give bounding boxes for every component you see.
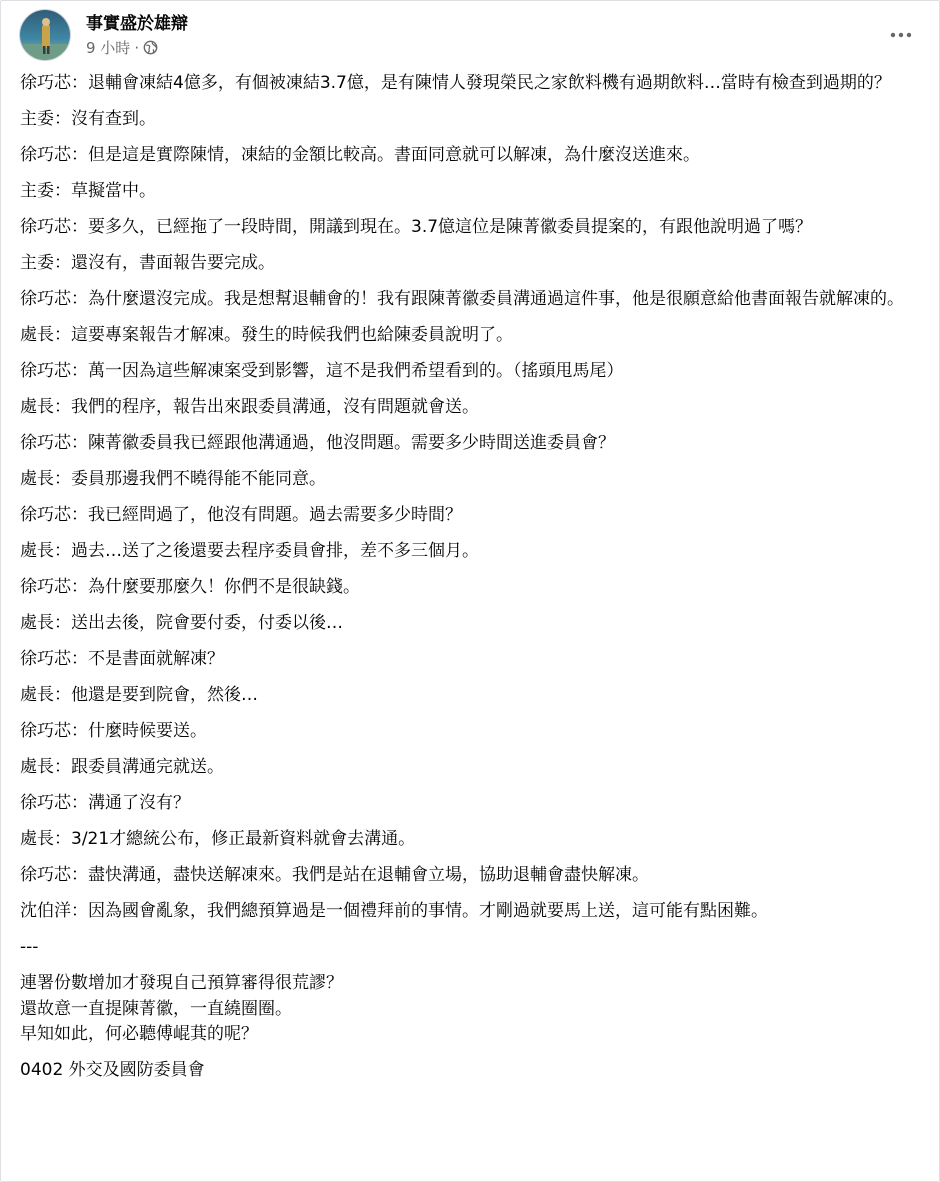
- dialogue-line: 徐巧芯：陳菁徽委員我已經跟他溝通過，他沒問題。需要多少時間送進委員會？: [20, 433, 615, 453]
- dialogue-line: 處長：委員那邊我們不曉得能不能同意。: [20, 469, 326, 489]
- post-time[interactable]: 9 小時: [86, 39, 131, 57]
- dialogue-line: 處長：跟委員溝通完就送。: [20, 757, 224, 777]
- dialogue-line: 徐巧芯：退輔會凍結4億多，有個被凍結3.7億，是有陳情人發現榮民之家飲料機有過期飲料…當時有檢查到過期的？: [20, 73, 891, 93]
- post-meta: [86, 37, 158, 58]
- separator: ---: [20, 937, 39, 957]
- dialogue-line: 處長：他還是要到院會，然後…: [20, 685, 258, 705]
- dialogue: [20, 71, 926, 925]
- dialogue-line: 徐巧芯：盡快溝通，盡快送解凍來。我們是站在退輔會立場，協助退輔會盡快解凍。: [20, 865, 649, 885]
- dialogue-line: 徐巧芯：萬一因為這些解凍案受到影響，這不是我們希望看到的。（搖頭甩馬尾）: [20, 361, 624, 381]
- dialogue-line: 主委：草擬當中。: [20, 181, 156, 201]
- dialogue-line: 處長：過去…送了之後還要去程序委員會排，差不多三個月。: [20, 541, 479, 561]
- dialogue-line: 徐巧芯：要多久，已經拖了一段時間，開議到現在。3.7億這位是陳菁徽委員提案的，有跟他說明過了嗎？: [20, 217, 813, 237]
- dialogue-line: 徐巧芯：不是書面就解凍？: [20, 649, 224, 669]
- more-horizontal-icon: [889, 31, 913, 39]
- dialogue-line: 主委：還沒有，書面報告要完成。: [20, 253, 275, 273]
- closing-line: 早知如此，何必聽傅崐萁的呢？: [20, 1024, 258, 1044]
- dialogue-line: 主委：沒有查到。: [20, 109, 156, 129]
- dialogue-line: 徐巧芯：但是這是實際陳情，凍結的金額比較高。書面同意就可以解凍，為什麼沒送進來。: [20, 145, 700, 165]
- dialogue-line: 處長：這要專案報告才解凍。發生的時候我們也給陳委員說明了。: [20, 325, 513, 345]
- dialogue-line: 沈伯洋：因為國會亂象，我們總預算過是一個禮拜前的事情。才剛過就要馬上送，這可能有點困難。: [20, 901, 768, 921]
- closing-remarks: [20, 971, 926, 1048]
- post-header: [19, 9, 921, 61]
- avatar[interactable]: [19, 9, 71, 61]
- more-options-button[interactable]: [881, 15, 921, 55]
- avatar-image: [20, 10, 71, 61]
- dialogue-line: 處長：送出去後，院會要付委，付委以後…: [20, 613, 343, 633]
- dialogue-line: 徐巧芯：溝通了沒有？: [20, 793, 190, 813]
- committee-label: 0402 外交及國防委員會: [20, 1059, 205, 1080]
- dialogue-line: 處長：3/21才總統公布，修正最新資料就會去溝通。: [20, 829, 416, 849]
- dialogue-line: 徐巧芯：為什麼要那麼久！你們不是很缺錢。: [20, 577, 360, 597]
- dialogue-line: 徐巧芯：什麼時候要送。: [20, 721, 207, 741]
- dialogue-line: 處長：我們的程序，報告出來跟委員溝通，沒有問題就會送。: [20, 397, 479, 417]
- meta-dot: ·: [134, 38, 140, 57]
- dialogue-line: 徐巧芯：為什麼還沒完成。我是想幫退輔會的！我有跟陳菁徽委員溝通過這件事，他是很願意給他書面報告就解凍的。: [20, 289, 904, 309]
- post-body: [20, 71, 926, 1083]
- page-name[interactable]: 事實盛於雄辯: [86, 14, 188, 34]
- globe-icon[interactable]: [143, 40, 158, 55]
- closing-line: 還故意一直提陳菁徽，一直繞圈圈。: [20, 998, 292, 1019]
- closing-line: 連署份數增加才發現自己預算審得很荒謬？: [20, 973, 343, 993]
- dialogue-line: 徐巧芯：我已經問過了，他沒有問題。過去需要多少時間？: [20, 505, 462, 525]
